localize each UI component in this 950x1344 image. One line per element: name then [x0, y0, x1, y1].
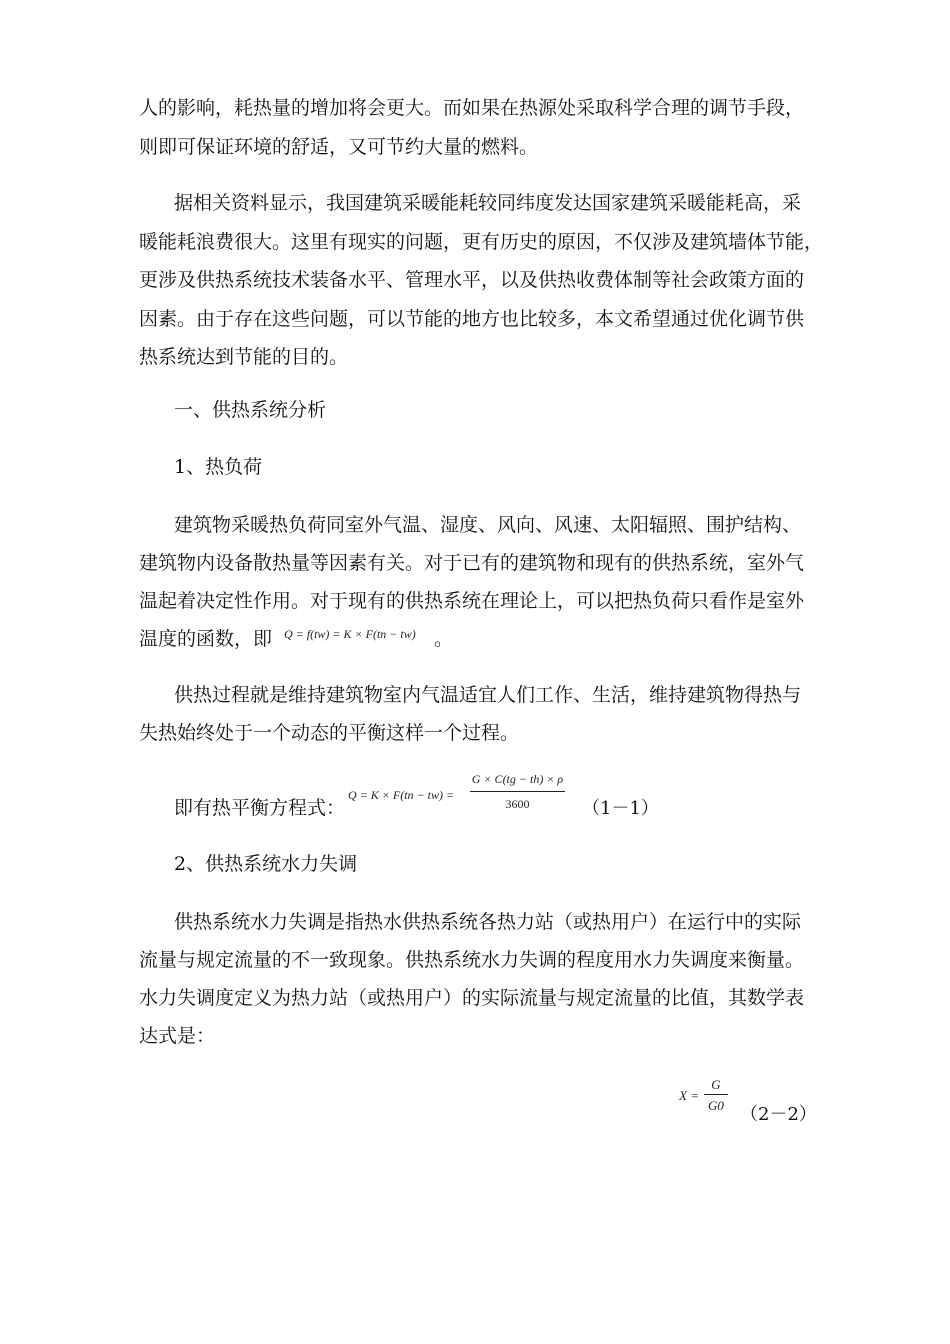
paragraph-line: 流量与规定流量的不一致现象。供热系统水力失调的程度用水力失调度来衡量。	[139, 949, 805, 971]
subsection-heading: 2、供热系统水力失调	[174, 853, 358, 875]
hydraulic-imbalance-denominator: G0	[708, 1098, 724, 1113]
equation-label: （1－1）	[582, 798, 659, 819]
paragraph-line: 更涉及供热系统技术装备水平、管理水平，以及供热收费体制等社会政策方面的	[139, 269, 805, 291]
paragraph-line: 则即可保证环境的舒适，又可节约大量的燃料。	[139, 136, 539, 158]
paragraph-line: 达式是：	[139, 1025, 216, 1047]
equation-prefix: 即有热平衡方程式：	[174, 797, 346, 819]
paragraph-line: 人的影响，耗热量的增加将会更大。而如果在热源处采取科学合理的调节手段，	[139, 97, 805, 119]
fraction-bar	[704, 1094, 728, 1095]
heat-balance-denominator: 3600	[505, 797, 530, 811]
paragraph-line: 因素。由于存在这些问题，可以节能的地方也比较多，本文希望通过优化调节供	[139, 308, 805, 330]
heat-load-formula: Q = f(tw) = K × F(tn − tw)	[284, 627, 416, 641]
paragraph-line: 热系统达到节能的目的。	[139, 346, 349, 368]
heat-balance-numerator: G × C(tg − th) × ρ	[471, 772, 564, 786]
paragraph-line-end: 。	[434, 628, 454, 650]
heat-balance-formula-lhs: Q = K × F(tn − tw) =	[348, 788, 455, 802]
paragraph-line: 暖能耗浪费很大。这里有现实的问题，更有历史的原因，不仅涉及建筑墙体节能，	[139, 231, 824, 253]
paragraph-line: 失热始终处于一个动态的平衡这样一个过程。	[139, 722, 520, 744]
paragraph-line: 建筑物内设备散热量等因素有关。对于已有的建筑物和现有的供热系统，室外气	[139, 552, 805, 574]
equation-label: （2－2）	[740, 1104, 817, 1125]
subsection-heading: 1、热负荷	[174, 456, 263, 478]
hydraulic-imbalance-numerator: G	[711, 1077, 721, 1092]
paragraph-line: 据相关资料显示，我国建筑采暖能耗较同纬度发达国家建筑采暖能耗高，采	[174, 192, 802, 214]
paragraph-line: 供热系统水力失调是指热水供热系统各热力站（或热用户）在运行中的实际	[174, 911, 802, 933]
paragraph-line: 供热过程就是维持建筑物室内气温适宜人们工作、生活，维持建筑物得热与	[174, 684, 802, 706]
paragraph-line: 温起着决定性作用。对于现有的供热系统在理论上，可以把热负荷只看作是室外	[139, 590, 805, 612]
paragraph-line: 水力失调度定义为热力站（或热用户）的实际流量与规定流量的比值，其数学表	[139, 987, 805, 1009]
section-heading: 一、供热系统分析	[174, 399, 327, 421]
hydraulic-imbalance-formula-lhs: X =	[679, 1088, 699, 1103]
paragraph-line: 温度的函数，即	[139, 628, 273, 650]
fraction-bar	[470, 791, 565, 792]
paragraph-line: 建筑物采暖热负荷同室外气温、湿度、风向、风速、太阳辐照、围护结构、	[174, 514, 802, 536]
